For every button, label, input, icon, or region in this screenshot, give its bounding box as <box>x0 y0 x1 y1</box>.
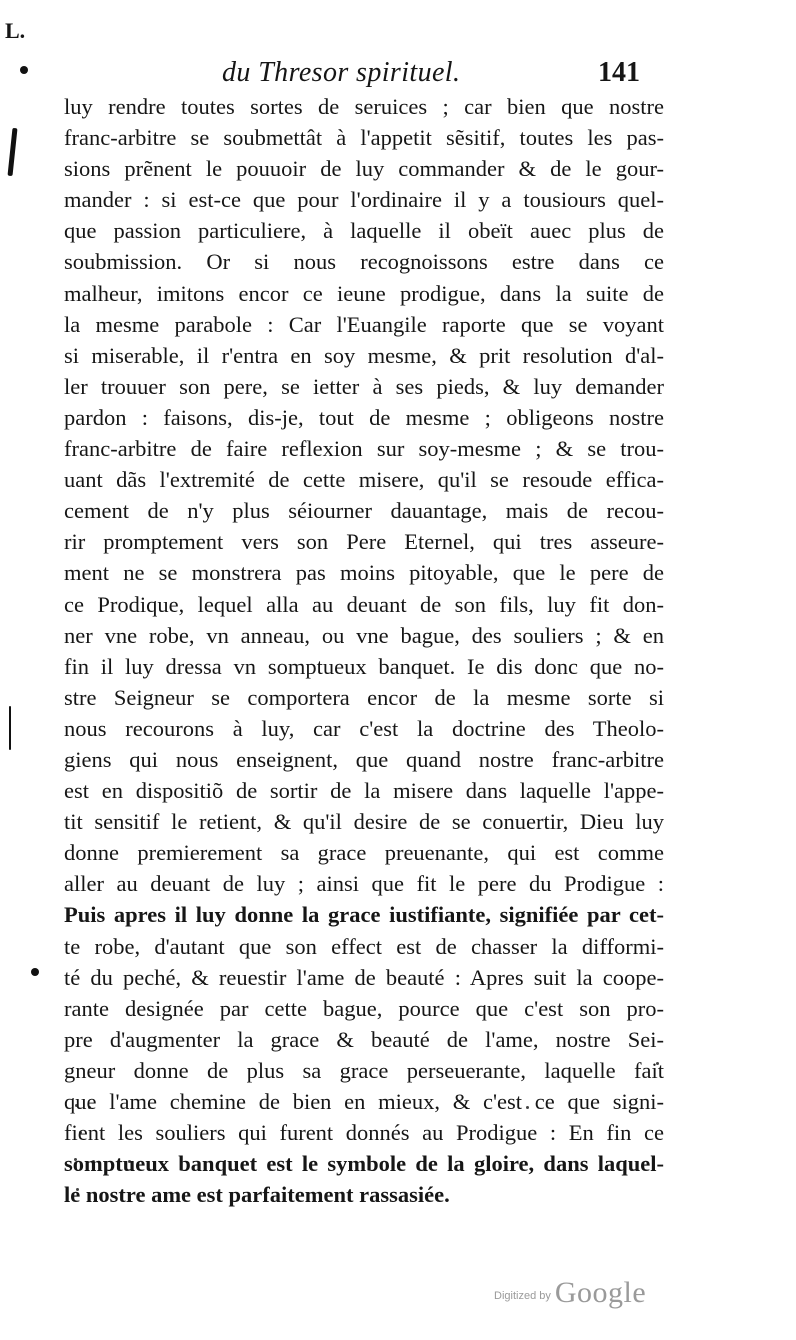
page-number: 141 <box>598 57 640 88</box>
text-line: si miserable, il r'entra en soy mesme, & prit resolution d'al- <box>64 342 664 368</box>
margin-dot-top <box>20 66 28 74</box>
text-line: luy rendre toutes sortes de seruices ; car bien que nostre <box>64 94 664 119</box>
text-line: rante designée par cette bague, pource que c'est son pro- <box>64 995 664 1021</box>
text-line: te robe, d'autant que son effect est de chasser la difformi- <box>64 933 664 959</box>
text-line: stre Seigneur se comportera encor de la mesme sorte si <box>64 684 664 710</box>
text-line: ler trouuer son pere, se ietter à ses pieds, & luy demander <box>64 373 664 399</box>
margin-stroke-middle <box>9 706 11 750</box>
text-line: cement de n'y plus séiourner dauantage, mais de recou- <box>64 498 664 524</box>
text-line: aller au deuant de luy ; ainsi que fit le pere du Prodigue : <box>64 871 664 897</box>
text-line: soubmission. Or si nous recognoissons estre dans ce <box>64 249 664 275</box>
text-line: pardon : faisons, dis-je, tout de mesme ; obligeons nostre <box>64 404 664 430</box>
text-line: ner vne robe, vn anneau, ou vne bague, des souliers ; & en <box>64 622 664 648</box>
text-line: malheur, imitons encor ce ieune prodigue, dans la suite de <box>64 280 664 306</box>
text-line: gneur donne de plus sa grace perseuerante, laquelle fait <box>64 1057 664 1083</box>
text-line: té du peché, & reuestir l'ame de beauté : Apres suit la coope- <box>64 964 664 990</box>
text-line: la mesme parabole : Car l'Euangile raporte que se voyant <box>64 311 664 337</box>
margin-stroke-top <box>8 128 18 176</box>
google-logo: Google <box>554 1276 647 1309</box>
text-line: donne premierement sa grace preuenante, qui est comme <box>64 840 664 866</box>
text-line: que passion particuliere, à laquelle il obeït auec plus de <box>64 218 664 244</box>
text-line: mander : si est-ce que pour l'ordinaire il y a tousiours quel- <box>64 187 664 213</box>
text-line: ment ne se monstrera pas moins pitoyable, que le pere de <box>64 560 664 586</box>
text-line: tit sensitif le retient, & qu'il desire de se conuertir, Dieu luy <box>64 809 664 835</box>
text-line: franc-arbitre de faire reflexion sur soy-mesme ; & se trou- <box>64 436 664 462</box>
google-watermark <box>494 1276 646 1310</box>
text-line: fin il luy dressa vn somptueux banquet. Ie dis donc que no- <box>64 653 664 679</box>
running-title: du Thresor spirituel. <box>222 57 461 88</box>
text-line: nous recourons à luy, car c'est la doctrine des Theolo- <box>64 715 664 741</box>
text-line: le nostre ame est parfaitement rassasiée. <box>64 1182 450 1208</box>
text-line: franc-arbitre se soubmettât à l'appetit sẽsitif, toutes les pas- <box>64 125 664 151</box>
margin-dot-bottom <box>31 968 39 976</box>
text-line: uant dãs l'extremité de cette misere, qu'il se resoude effica- <box>64 467 664 493</box>
text-line: ce Prodique, lequel alla au deuant de son fils, luy fit don- <box>64 591 664 617</box>
text-line: sions prẽnent le pouuoir de luy commander & de le gour- <box>64 156 664 182</box>
text-line: Puis apres il luy donne la grace iustifiante, signifiée par cet- <box>64 902 664 928</box>
watermark-caption: Digitized by <box>494 1290 551 1302</box>
body-text <box>64 91 664 1210</box>
text-line: pre d'augmenter la grace & beauté de l'ame, nostre Sei- <box>64 1026 664 1052</box>
corner-mark: L. <box>5 18 26 43</box>
text-line: est en dispositiõ de sortir de la misere dans laquelle l'appe- <box>64 778 664 804</box>
text-line: fient les souliers qui furent donnés au Prodigue : En fin ce <box>64 1120 664 1146</box>
text-line: que l'ame chemine de bien en mieux, & c'est ce que signi- <box>64 1089 664 1114</box>
text-line: rir promptement vers son Pere Eternel, qui tres asseure- <box>64 529 664 555</box>
text-line: somptueux banquet est le symbole de la gloire, dans laquel- <box>64 1151 664 1177</box>
text-line: giens qui nous enseignent, que quand nostre franc-arbitre <box>64 746 664 772</box>
